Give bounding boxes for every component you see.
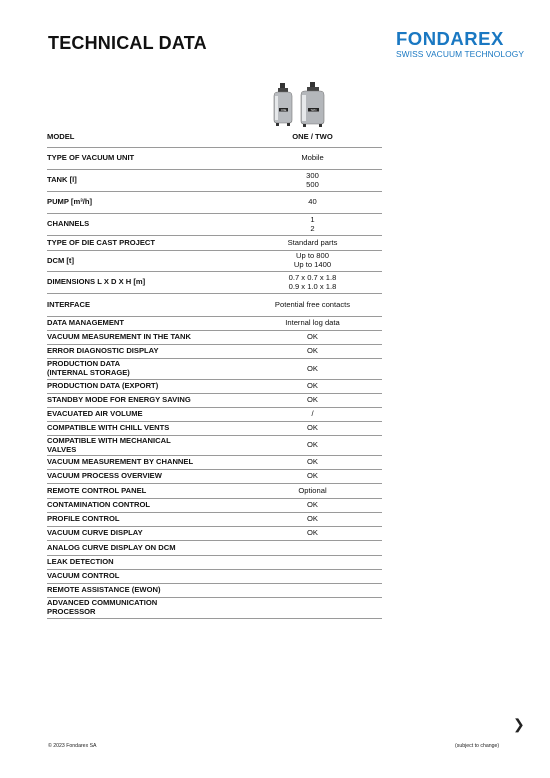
row-value-line: OK bbox=[307, 440, 318, 450]
svg-text:TWO: TWO bbox=[310, 109, 317, 112]
row-value-line: 300 bbox=[306, 170, 319, 180]
logo-wordmark: FONDAREX bbox=[396, 28, 504, 49]
table-row bbox=[47, 408, 382, 422]
row-label-line: DATA MANAGEMENT bbox=[47, 318, 125, 328]
model-value: ONE / TWO bbox=[292, 132, 333, 142]
row-label-line: COMPATIBLE WITH CHILL VENTS bbox=[47, 423, 170, 433]
row-value-line: Mobile bbox=[301, 153, 324, 163]
table-row bbox=[47, 345, 382, 359]
row-value bbox=[243, 154, 382, 163]
table-row bbox=[47, 598, 382, 619]
row-value bbox=[243, 472, 382, 481]
row-label-line: REMOTE ASSISTANCE (EWON) bbox=[47, 585, 161, 595]
row-value bbox=[243, 515, 382, 524]
row-value bbox=[243, 458, 382, 467]
row-value-line: Up to 800 bbox=[296, 251, 329, 261]
row-label bbox=[47, 457, 243, 468]
table-row bbox=[47, 359, 382, 380]
table-row bbox=[47, 170, 382, 192]
vacuum-unit-one-icon bbox=[274, 83, 292, 126]
row-label-line: COMPATIBLE WITH MECHANICAL bbox=[47, 435, 171, 445]
row-value-line: OK bbox=[307, 528, 318, 538]
row-label-line: REMOTE CONTROL PANEL bbox=[47, 485, 147, 495]
row-label-line: TANK [l] bbox=[47, 175, 77, 185]
row-label bbox=[47, 571, 243, 582]
row-value bbox=[243, 198, 382, 207]
row-label-line: DIMENSIONS L X D X H [m] bbox=[47, 277, 146, 287]
copyright-text: © 2023 Fondarex SA bbox=[48, 743, 97, 749]
row-value-line: OK bbox=[307, 395, 318, 405]
row-label bbox=[47, 585, 243, 596]
table-row bbox=[47, 556, 382, 570]
row-label bbox=[47, 409, 243, 420]
row-value bbox=[243, 319, 382, 328]
row-value bbox=[243, 382, 382, 391]
logo-tagline: SWISS VACUUM TECHNOLOGY bbox=[396, 49, 525, 59]
row-value bbox=[243, 347, 382, 356]
table-row bbox=[47, 294, 382, 317]
row-label-line: PUMP [m³/h] bbox=[47, 197, 92, 207]
row-value-line: OK bbox=[307, 500, 318, 510]
row-value-line: 0.7 x 0.7 x 1.8 bbox=[288, 272, 337, 282]
row-label bbox=[47, 395, 243, 406]
row-value bbox=[243, 216, 382, 233]
row-value-line: Standard parts bbox=[287, 237, 338, 247]
row-value bbox=[243, 487, 382, 496]
chevron-right-icon[interactable]: ❯ bbox=[513, 716, 525, 732]
row-label bbox=[47, 300, 243, 311]
row-value bbox=[243, 172, 382, 189]
table-row bbox=[47, 541, 382, 556]
row-label-line: TYPE OF VACUUM UNIT bbox=[47, 153, 135, 163]
row-label-line: ERROR DIAGNOSTIC DISPLAY bbox=[47, 346, 159, 356]
row-value bbox=[243, 501, 382, 510]
row-label bbox=[47, 238, 243, 249]
row-label-line: PRODUCTION DATA (EXPORT) bbox=[47, 381, 159, 391]
table-row bbox=[47, 380, 382, 394]
row-label-line: INTERFACE bbox=[47, 299, 91, 309]
row-label-line: ADVANCED COMMUNICATION bbox=[47, 598, 158, 608]
row-value bbox=[243, 410, 382, 419]
row-label bbox=[47, 514, 243, 525]
row-label-line: ANALOG CURVE DISPLAY ON DCM bbox=[47, 542, 176, 552]
row-value-line: OK bbox=[307, 332, 318, 342]
table-row bbox=[47, 251, 382, 272]
row-label bbox=[47, 557, 243, 568]
row-label-line: VACUUM PROCESS OVERVIEW bbox=[47, 471, 162, 481]
row-label bbox=[47, 256, 243, 267]
row-label bbox=[47, 219, 243, 230]
row-label bbox=[47, 486, 243, 497]
row-label-line: PROFILE CONTROL bbox=[47, 514, 120, 524]
table-body bbox=[47, 148, 382, 619]
row-label bbox=[47, 471, 243, 482]
table-row bbox=[47, 527, 382, 541]
svg-text:ONE: ONE bbox=[280, 109, 287, 112]
row-label bbox=[47, 318, 243, 329]
row-label bbox=[47, 175, 243, 186]
row-label-line: VACUUM CONTROL bbox=[47, 571, 120, 581]
row-value-line: OK bbox=[307, 363, 318, 373]
row-label-line: VACUUM CURVE DISPLAY bbox=[47, 528, 143, 538]
table-row bbox=[47, 470, 382, 484]
row-label bbox=[47, 528, 243, 539]
row-value bbox=[243, 239, 382, 248]
row-value bbox=[243, 301, 382, 310]
row-value-line: 0.9 x 1.0 x 1.8 bbox=[288, 281, 337, 291]
row-label bbox=[47, 598, 243, 617]
row-label bbox=[47, 153, 243, 164]
row-value bbox=[243, 252, 382, 269]
table-row bbox=[47, 331, 382, 345]
table-row bbox=[47, 192, 382, 214]
page-title: TECHNICAL DATA bbox=[48, 33, 207, 53]
row-label-line: STANDBY MODE FOR ENERGY SAVING bbox=[47, 395, 191, 405]
row-label bbox=[47, 346, 243, 357]
row-value bbox=[243, 424, 382, 433]
row-label-line: (INTERNAL STORAGE) bbox=[47, 368, 130, 377]
table-row bbox=[47, 456, 382, 470]
row-value-line: 500 bbox=[306, 179, 319, 189]
row-label-line: VACUUM MEASUREMENT BY CHANNEL bbox=[47, 457, 194, 467]
row-label bbox=[47, 543, 243, 554]
row-value-line: Internal log data bbox=[285, 318, 340, 328]
row-value-line: OK bbox=[307, 471, 318, 481]
row-label bbox=[47, 500, 243, 511]
row-value-line: / bbox=[311, 409, 314, 419]
row-value-line: Up to 1400 bbox=[293, 260, 332, 269]
subject-to-change-note: (subject to change) bbox=[455, 743, 500, 749]
row-label-line: VACUUM MEASUREMENT IN THE TANK bbox=[47, 332, 191, 342]
table-row bbox=[47, 436, 382, 456]
row-value bbox=[243, 396, 382, 405]
row-label-line: DCM [t] bbox=[47, 255, 74, 265]
row-label-line: LEAK DETECTION bbox=[47, 557, 114, 567]
row-value bbox=[243, 274, 382, 291]
row-label bbox=[47, 436, 243, 455]
model-label: MODEL bbox=[47, 132, 75, 142]
row-label-line: CHANNELS bbox=[47, 219, 90, 229]
table-row bbox=[47, 272, 382, 294]
row-label bbox=[47, 197, 243, 208]
table-row bbox=[47, 214, 382, 236]
row-label-line: CONTAMINATION CONTROL bbox=[47, 500, 151, 510]
row-label-line: EVACUATED AIR VOLUME bbox=[47, 409, 143, 419]
row-value-line: OK bbox=[307, 514, 318, 524]
row-value-line: OK bbox=[307, 381, 318, 391]
row-value-line: OK bbox=[307, 346, 318, 356]
row-label bbox=[47, 332, 243, 343]
row-label-line: PROCESSOR bbox=[47, 607, 96, 616]
brand-logo bbox=[396, 30, 526, 59]
row-label-line: PRODUCTION DATA bbox=[47, 359, 121, 369]
row-label-line: VALVES bbox=[47, 444, 77, 454]
table-row bbox=[47, 422, 382, 436]
row-value-line: OK bbox=[307, 423, 318, 433]
row-value-line: Potential free contacts bbox=[274, 299, 351, 309]
row-value bbox=[243, 441, 382, 450]
row-label bbox=[47, 277, 243, 288]
table-row bbox=[47, 570, 382, 584]
row-value bbox=[243, 333, 382, 342]
table-row bbox=[47, 499, 382, 513]
table-row bbox=[47, 513, 382, 527]
row-value-line: 40 bbox=[308, 197, 317, 207]
table-row bbox=[47, 148, 382, 170]
row-value-line: 1 bbox=[310, 214, 315, 224]
row-value-line: Optional bbox=[298, 485, 327, 495]
row-label bbox=[47, 381, 243, 392]
row-value-line: OK bbox=[307, 457, 318, 467]
table-row bbox=[47, 236, 382, 251]
table-row bbox=[47, 317, 382, 331]
row-label-line: TYPE OF DIE CAST PROJECT bbox=[47, 237, 156, 247]
row-label bbox=[47, 423, 243, 434]
technical-data-table bbox=[47, 128, 382, 619]
table-header-row bbox=[47, 128, 382, 148]
row-label bbox=[47, 359, 243, 378]
vacuum-unit-two-icon bbox=[301, 82, 324, 127]
table-row bbox=[47, 394, 382, 408]
row-value-line: 2 bbox=[310, 223, 315, 233]
product-image bbox=[270, 80, 330, 130]
row-value bbox=[243, 365, 382, 374]
row-value bbox=[243, 529, 382, 538]
table-row bbox=[47, 484, 382, 499]
table-row bbox=[47, 584, 382, 598]
